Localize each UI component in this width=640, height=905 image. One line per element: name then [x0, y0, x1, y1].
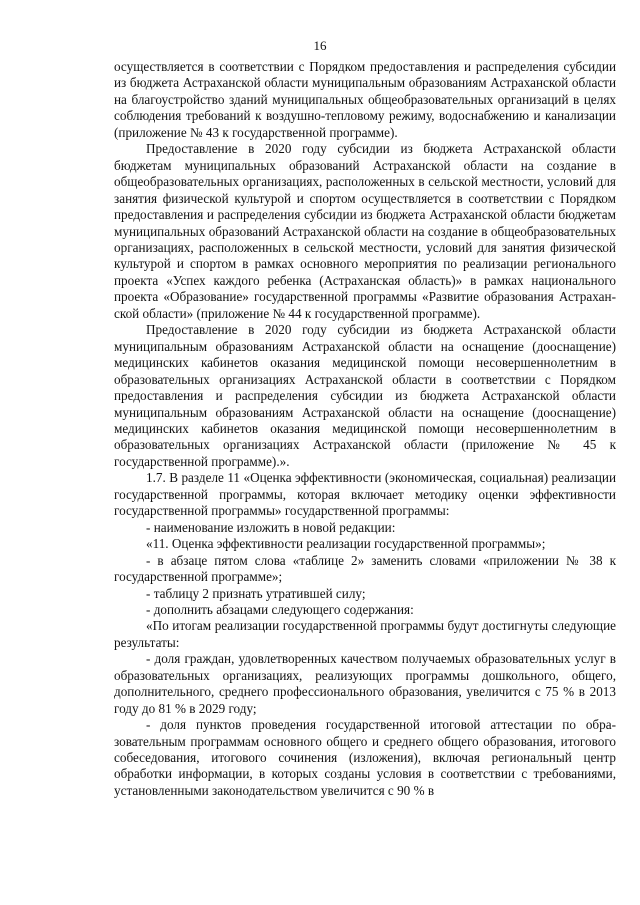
- paragraph: «По итогам реализации государственной программы будут достигнуты следующие результаты:: [114, 618, 616, 650]
- paragraph: Предоставление в 2020 году субсидии из бюджета Астраханской области бюджетам муниципальных образований Астраханской области на создание в общеобразовательных организациях, расположенных в сельской местности, условий для занятия физической культурой и спортом осуществляется в соответствии с Порядком предоставления и распределения субсидии из бюджета Астраханской области бюджетам муниципальных образований Астраханской области на создание в общеобразовательных организациях, расположенных в сельской местности, условий для занятия физической культурой и спортом в рамках основного мероприятия по реализации регионального проекта «Успех каждого ребенка (Астраханская область)» в рамках национального проекта «Образование» государственной программы «Развитие образования Астраханской области» (приложение № 44 к государственной программе).: [114, 141, 616, 321]
- paragraph: осуществляется в соответствии с Порядком предоставления и распределения субсидии из бюджета Астраханской области муниципальным образованиям Астраханской области на благоустройство зданий муниципальных общеобразовательных организаций в целях соблюдения требований к воздушно-тепловому режиму, водоснабжению и канализации (приложение № 43 к государственной программе).: [114, 59, 616, 140]
- page-number: 16: [313, 38, 327, 53]
- paragraph: Предоставление в 2020 году субсидии из бюджета Астраханской области муниципальным образованиям Астраханской области на оснащение (дооснащение) медицинских кабинетов оказания медицинской помощи несовершеннолетним в образовательных организациях Астраханской области в соответствии с Порядком предоставления и распределения субсидии из бюджета Астраханской области муниципальным образованиям Астраханской области на оснащение (дооснащение) медицинских кабинетов оказания медицинской помощи несовершеннолетним в образовательных организациях Астраханской области (приложение № 45 к государственной программе).».: [114, 322, 616, 469]
- paragraph: 1.7. В разделе 11 «Оценка эффективности (экономическая, социальная) реализации государственной программы, которая включает методику оценки эффективности государственной программы» государственной программы:: [114, 470, 616, 519]
- paragraph: - доля пунктов проведения государственной итоговой аттестации по образовательным программам основного общего и среднего общего образования, итогового собеседования, итогового сочинения (изложения), включая региональный центр обработки информации, в которых созданы условия в соответствии с требованиями, установленными законодательством увеличится с 90 % в: [114, 717, 616, 798]
- paragraph: - в абзаце пятом слова «таблице 2» заменить словами «приложении № 38 к государственной программе»;: [114, 552, 616, 585]
- paragraph: - доля граждан, удовлетворенных качеством получаемых образовательных услуг в образовательных организациях, реализующих программы дошкольного, общего, дополнительного, среднего профессионального образования, увеличится с 75 % в 2013 году до 81 % в 2029 году;: [114, 651, 616, 716]
- paragraph: - наименование изложить в новой редакции:: [146, 519, 396, 535]
- paragraph: «11. Оценка эффективности реализации государственной программы»;: [146, 536, 546, 552]
- document-body: [114, 59, 616, 799]
- paragraph: - дополнить абзацами следующего содержания:: [146, 601, 414, 617]
- paragraph: - таблицу 2 признать утратившей силу;: [146, 585, 366, 601]
